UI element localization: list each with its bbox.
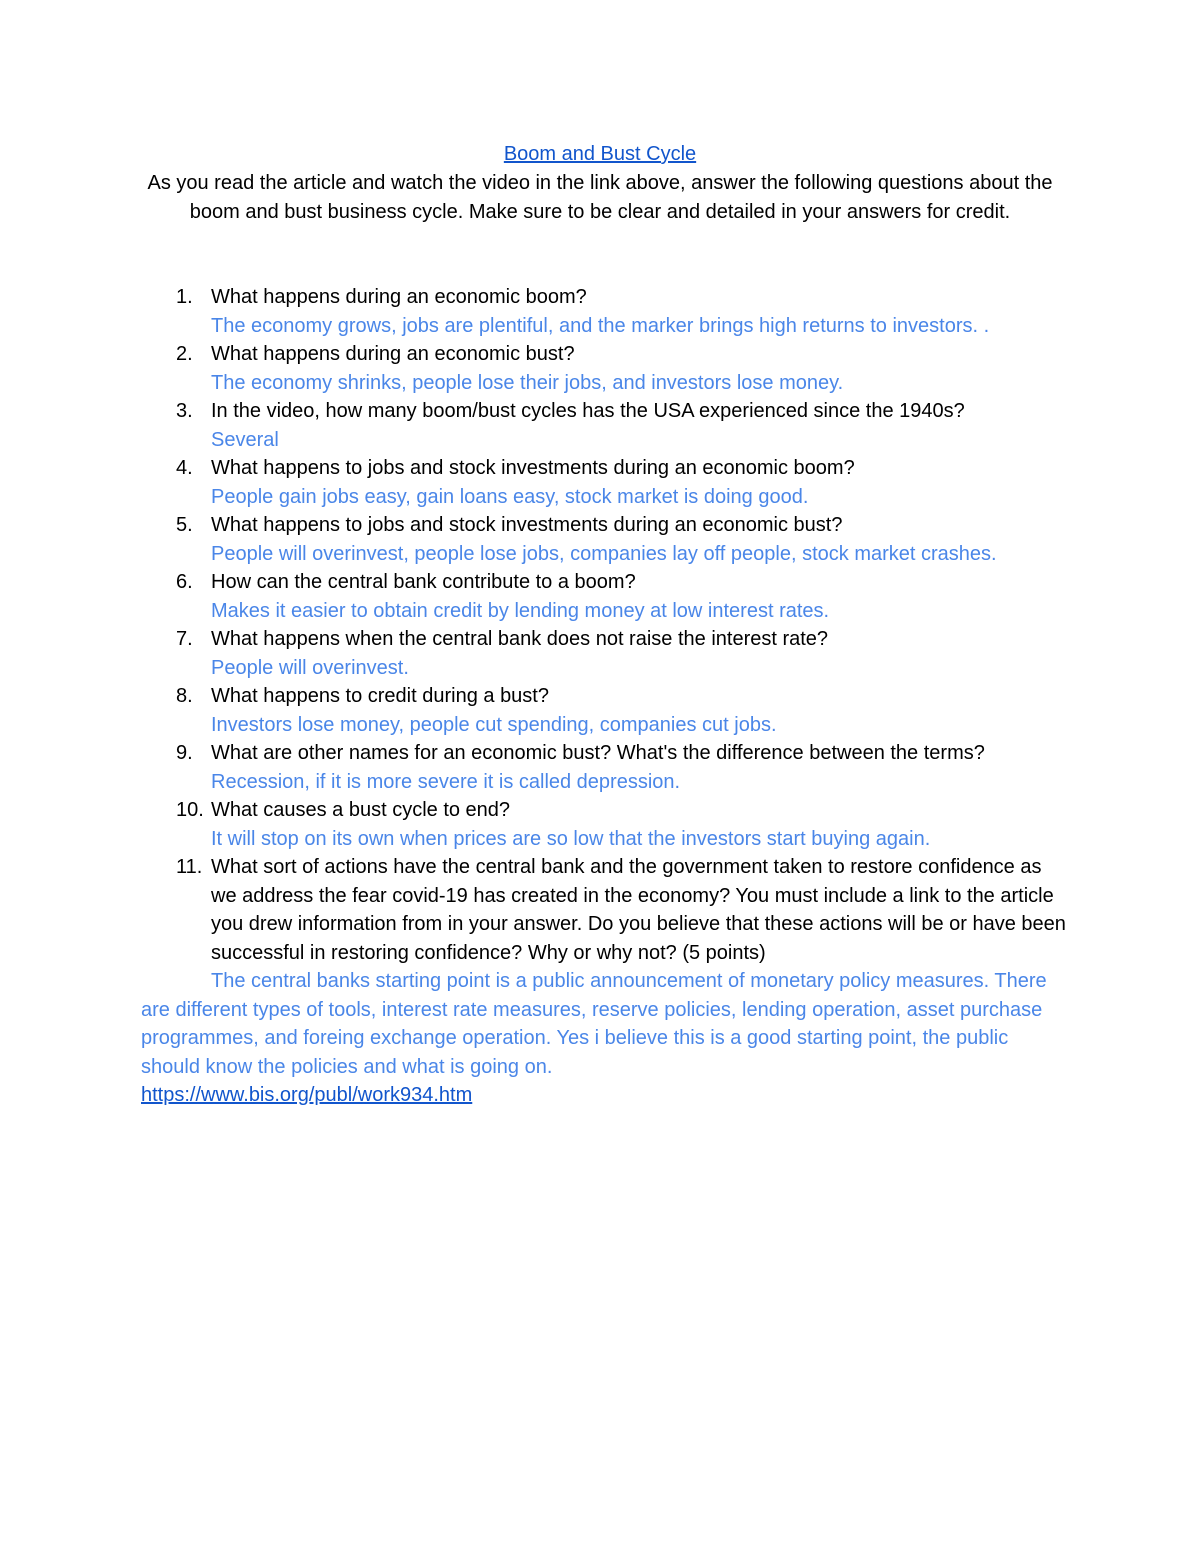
question-number: 9. <box>176 742 193 764</box>
answer-text: Recession, if it is more severe it is called depression. <box>211 770 681 793</box>
question-text: What happens during an economic bust? <box>211 343 575 365</box>
question-number: 5. <box>176 514 193 536</box>
question-item-8 <box>0 682 1200 739</box>
question-number: 4. <box>176 457 193 479</box>
question-text: What happens to credit during a bust? <box>211 685 549 707</box>
answer-text: The economy grows, jobs are plentiful, and the marker brings high returns to investors. . <box>211 314 990 337</box>
question-item-6 <box>0 568 1200 625</box>
question-item-3 <box>0 397 1200 454</box>
final-answer-text: The central banks starting point is a public announcement of monetary policy measures. There are different types of tools, interest rate measures, reserve policies, lending operation, asset purchase programmes, and foreing exchange operation. Yes i believe this is a good starting point, the public should know the policies and what is going on. <box>141 970 1047 1078</box>
answer-text: People gain jobs easy, gain loans easy, stock market is doing good. <box>211 485 809 508</box>
question-item-2 <box>0 340 1200 397</box>
question-text: What happens during an economic boom? <box>211 286 587 308</box>
question-item-10 <box>0 796 1200 853</box>
question-text: What causes a bust cycle to end? <box>211 799 511 821</box>
answer-text: Several <box>211 428 279 451</box>
answer-text: People will overinvest, people lose jobs, companies lay off people, stock market crashes. <box>211 542 997 565</box>
question-item-1 <box>0 283 1200 340</box>
title-link[interactable]: Boom and Bust Cycle <box>503 143 697 165</box>
question-number: 2. <box>176 343 193 365</box>
question-text: What happens to jobs and stock investments during an economic boom? <box>211 457 855 479</box>
question-text: How can the central bank contribute to a boom? <box>211 571 636 593</box>
question-number: 10. <box>176 799 204 821</box>
question-number: 3. <box>176 400 193 422</box>
answer-text: People will overinvest. <box>211 656 409 679</box>
source-link-line <box>141 1081 1200 1110</box>
question-text: What happens to jobs and stock investments during an economic bust? <box>211 514 843 536</box>
question-number: 6. <box>176 571 193 593</box>
question-text: What sort of actions have the central bank and the government taken to restore confidence as we address the fear covid-19 has created in the economy? You must include a link to the article you drew information from in your answer. Do you believe that these actions will be or have been successful in restoring confidence? Why or why not? (5 points) <box>211 856 1066 964</box>
page-title <box>0 140 1200 168</box>
intro-paragraph: As you read the article and watch the video in the link above, answer the following questions about the boom and bust business cycle. Make sure to be clear and detailed in your answers for credit. <box>147 172 1053 223</box>
question-number: 11. <box>176 856 203 878</box>
answer-text: It will stop on its own when prices are so low that the investors start buying again. <box>211 827 931 850</box>
question-item-7 <box>0 625 1200 682</box>
question-number: 1. <box>176 286 193 308</box>
question-text: In the video, how many boom/bust cycles has the USA experienced since the 1940s? <box>211 400 965 422</box>
question-text: What happens when the central bank does not raise the interest rate? <box>211 628 829 650</box>
question-text: What are other names for an economic bust? What's the difference between the terms? <box>211 742 985 764</box>
question-number: 8. <box>176 685 193 707</box>
question-item-4 <box>0 454 1200 511</box>
question-item-5 <box>0 511 1200 568</box>
answer-text: Investors lose money, people cut spending, companies cut jobs. <box>211 713 777 736</box>
question-item-9 <box>0 739 1200 796</box>
source-link[interactable]: https://www.bis.org/publ/work934.htm <box>141 1084 473 1106</box>
question-number: 7. <box>176 628 193 650</box>
question-list <box>0 283 1200 967</box>
final-answer-block <box>0 967 1200 1110</box>
answer-text: Makes it easier to obtain credit by lending money at low interest rates. <box>211 599 830 622</box>
answer-text: The economy shrinks, people lose their jobs, and investors lose money. <box>211 371 844 394</box>
question-item-11 <box>0 853 1200 967</box>
